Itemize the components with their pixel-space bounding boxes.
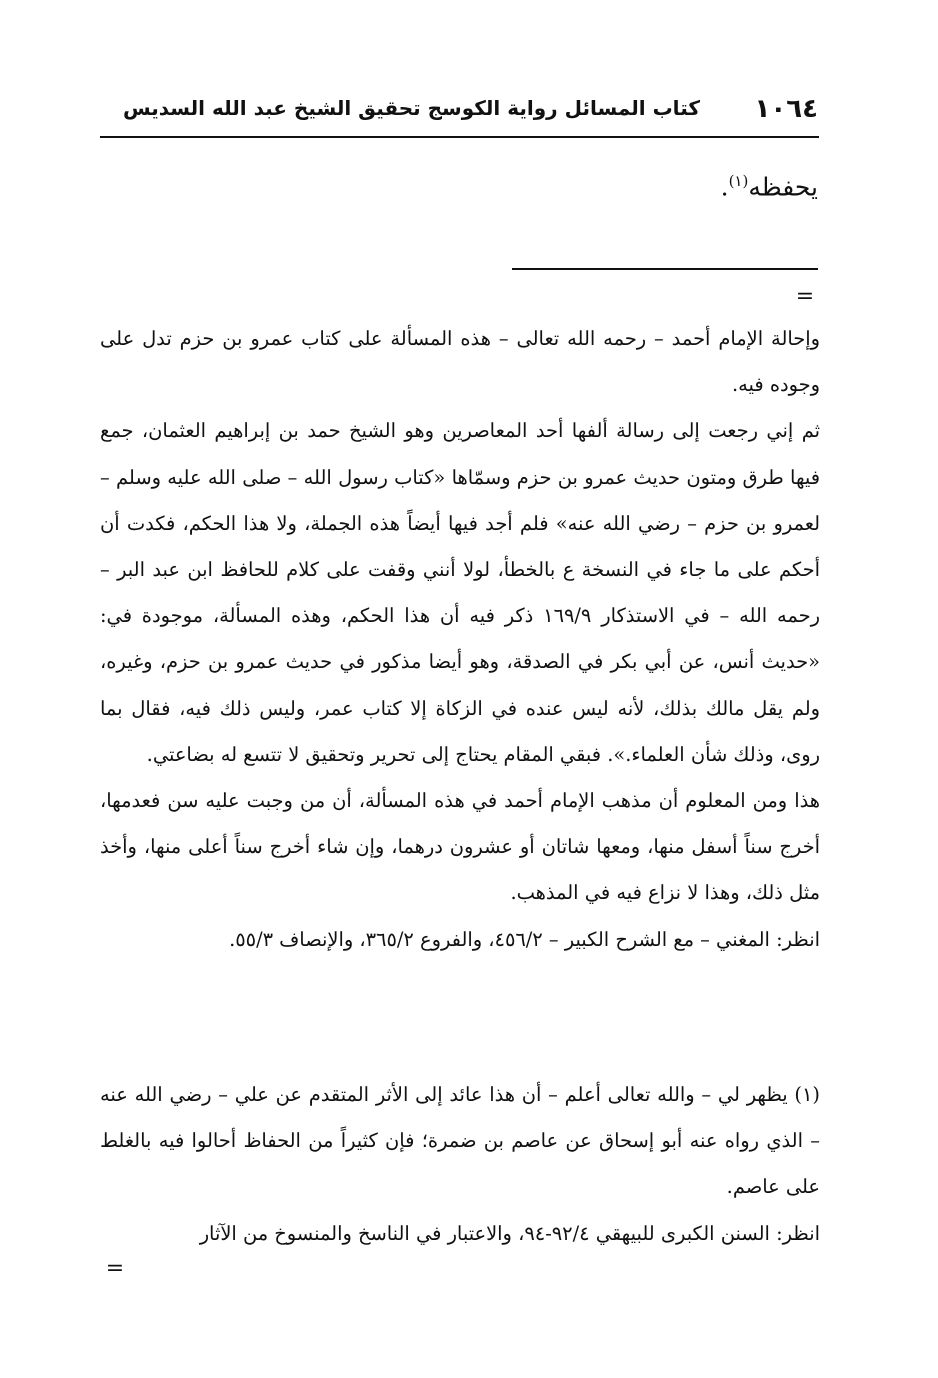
footnote-1 <box>100 1072 820 1257</box>
continuation-mark-top: = <box>795 284 815 309</box>
footnote-1-reference: انظر: السنن الكبرى للبيهقي ٩٢/٤-٩٤، والاعتبار في الناسخ والمنسوخ من الآثار <box>199 1221 820 1245</box>
continued-footnote <box>100 316 820 963</box>
running-title: كتاب المسائل رواية الكوسج تحقيق الشيخ عبد الله السديس <box>122 96 700 120</box>
footnote-1-body: (١) يظهر لي – والله تعالى أعلم – أن هذا عائد إلى الأثر المتقدم عن علي – رضي الله عنه – الذي رواه عنه أبو إسحاق عن عاصم بن ضمرة؛ فإن كثيراً من الحفاظ أحالوا فيه بالغلط على عاصم. <box>100 1083 820 1199</box>
footnote-paragraph: هذا ومن المعلوم أن مذهب الإمام أحمد في هذه المسألة، أن من وجبت عليه سن فعدمها، أخرج سناً أسفل منها، ومعها شاتان أو عشرون درهما، وإن شاء أخرج سناً أعلى منها، وأخذ مثل ذلك، وهذا لا نزاع فيه في المذهب. <box>100 789 820 905</box>
main-text-period: . <box>720 172 729 202</box>
footnote-marker: (١) <box>728 172 749 190</box>
continuation-mark-bottom: = <box>105 1256 125 1281</box>
page-header <box>100 92 818 132</box>
main-text-line <box>418 172 818 201</box>
footnote-paragraph: انظر: المغني – مع الشرح الكبير – ٤٥٦/٢، والفروع ٣٦٥/٢، والإنصاف ٥٥/٣. <box>229 927 820 951</box>
footnote-separator <box>512 268 818 270</box>
header-rule <box>100 136 819 138</box>
page-number: ١٠٦٤ <box>754 94 818 124</box>
main-text: يحفظه <box>748 172 818 202</box>
footnote-paragraph: وإحالة الإمام أحمد – رحمه الله تعالى – هذه المسألة على كتاب عمرو بن حزم تدل على وجوده فيه. <box>100 327 820 397</box>
footnote-paragraph: ثم إني رجعت إلى رسالة ألفها أحد المعاصرين وهو الشيخ حمد بن إبراهيم العثمان، جمع فيها طرق ومتون حديث عمرو بن حزم وسمّاها «كتاب رسول الله – صلى الله عليه وسلم – لعمرو بن حزم – رضي الله عنه» فلم أجد فيها أيضاً هذه الجملة، ولا هذا الحكم، فكدت أن أحكم على ما جاء في النسخة ع بالخطأ، لولا أنني وقفت على كلام للحافظ ابن عبد البر – رحمه الله – في الاستذكار ١٦٩/٩ ذكر فيه أن هذا الحكم، وهذه المسألة، موجودة في: «حديث أنس، عن أبي بكر في الصدقة، وهو أيضا مذكور في حديث عمرو بن حزم، وغيره، ولم يقل مالك بذلك، لأنه ليس عنده في الزكاة إلا كتاب عمر، وليس ذلك فيه، فقال بما روى، وذلك شأن العلماء.». فبقي المقام يحتاج إلى تحرير وتحقيق لا تتسع له بضاعتي. <box>100 419 820 766</box>
